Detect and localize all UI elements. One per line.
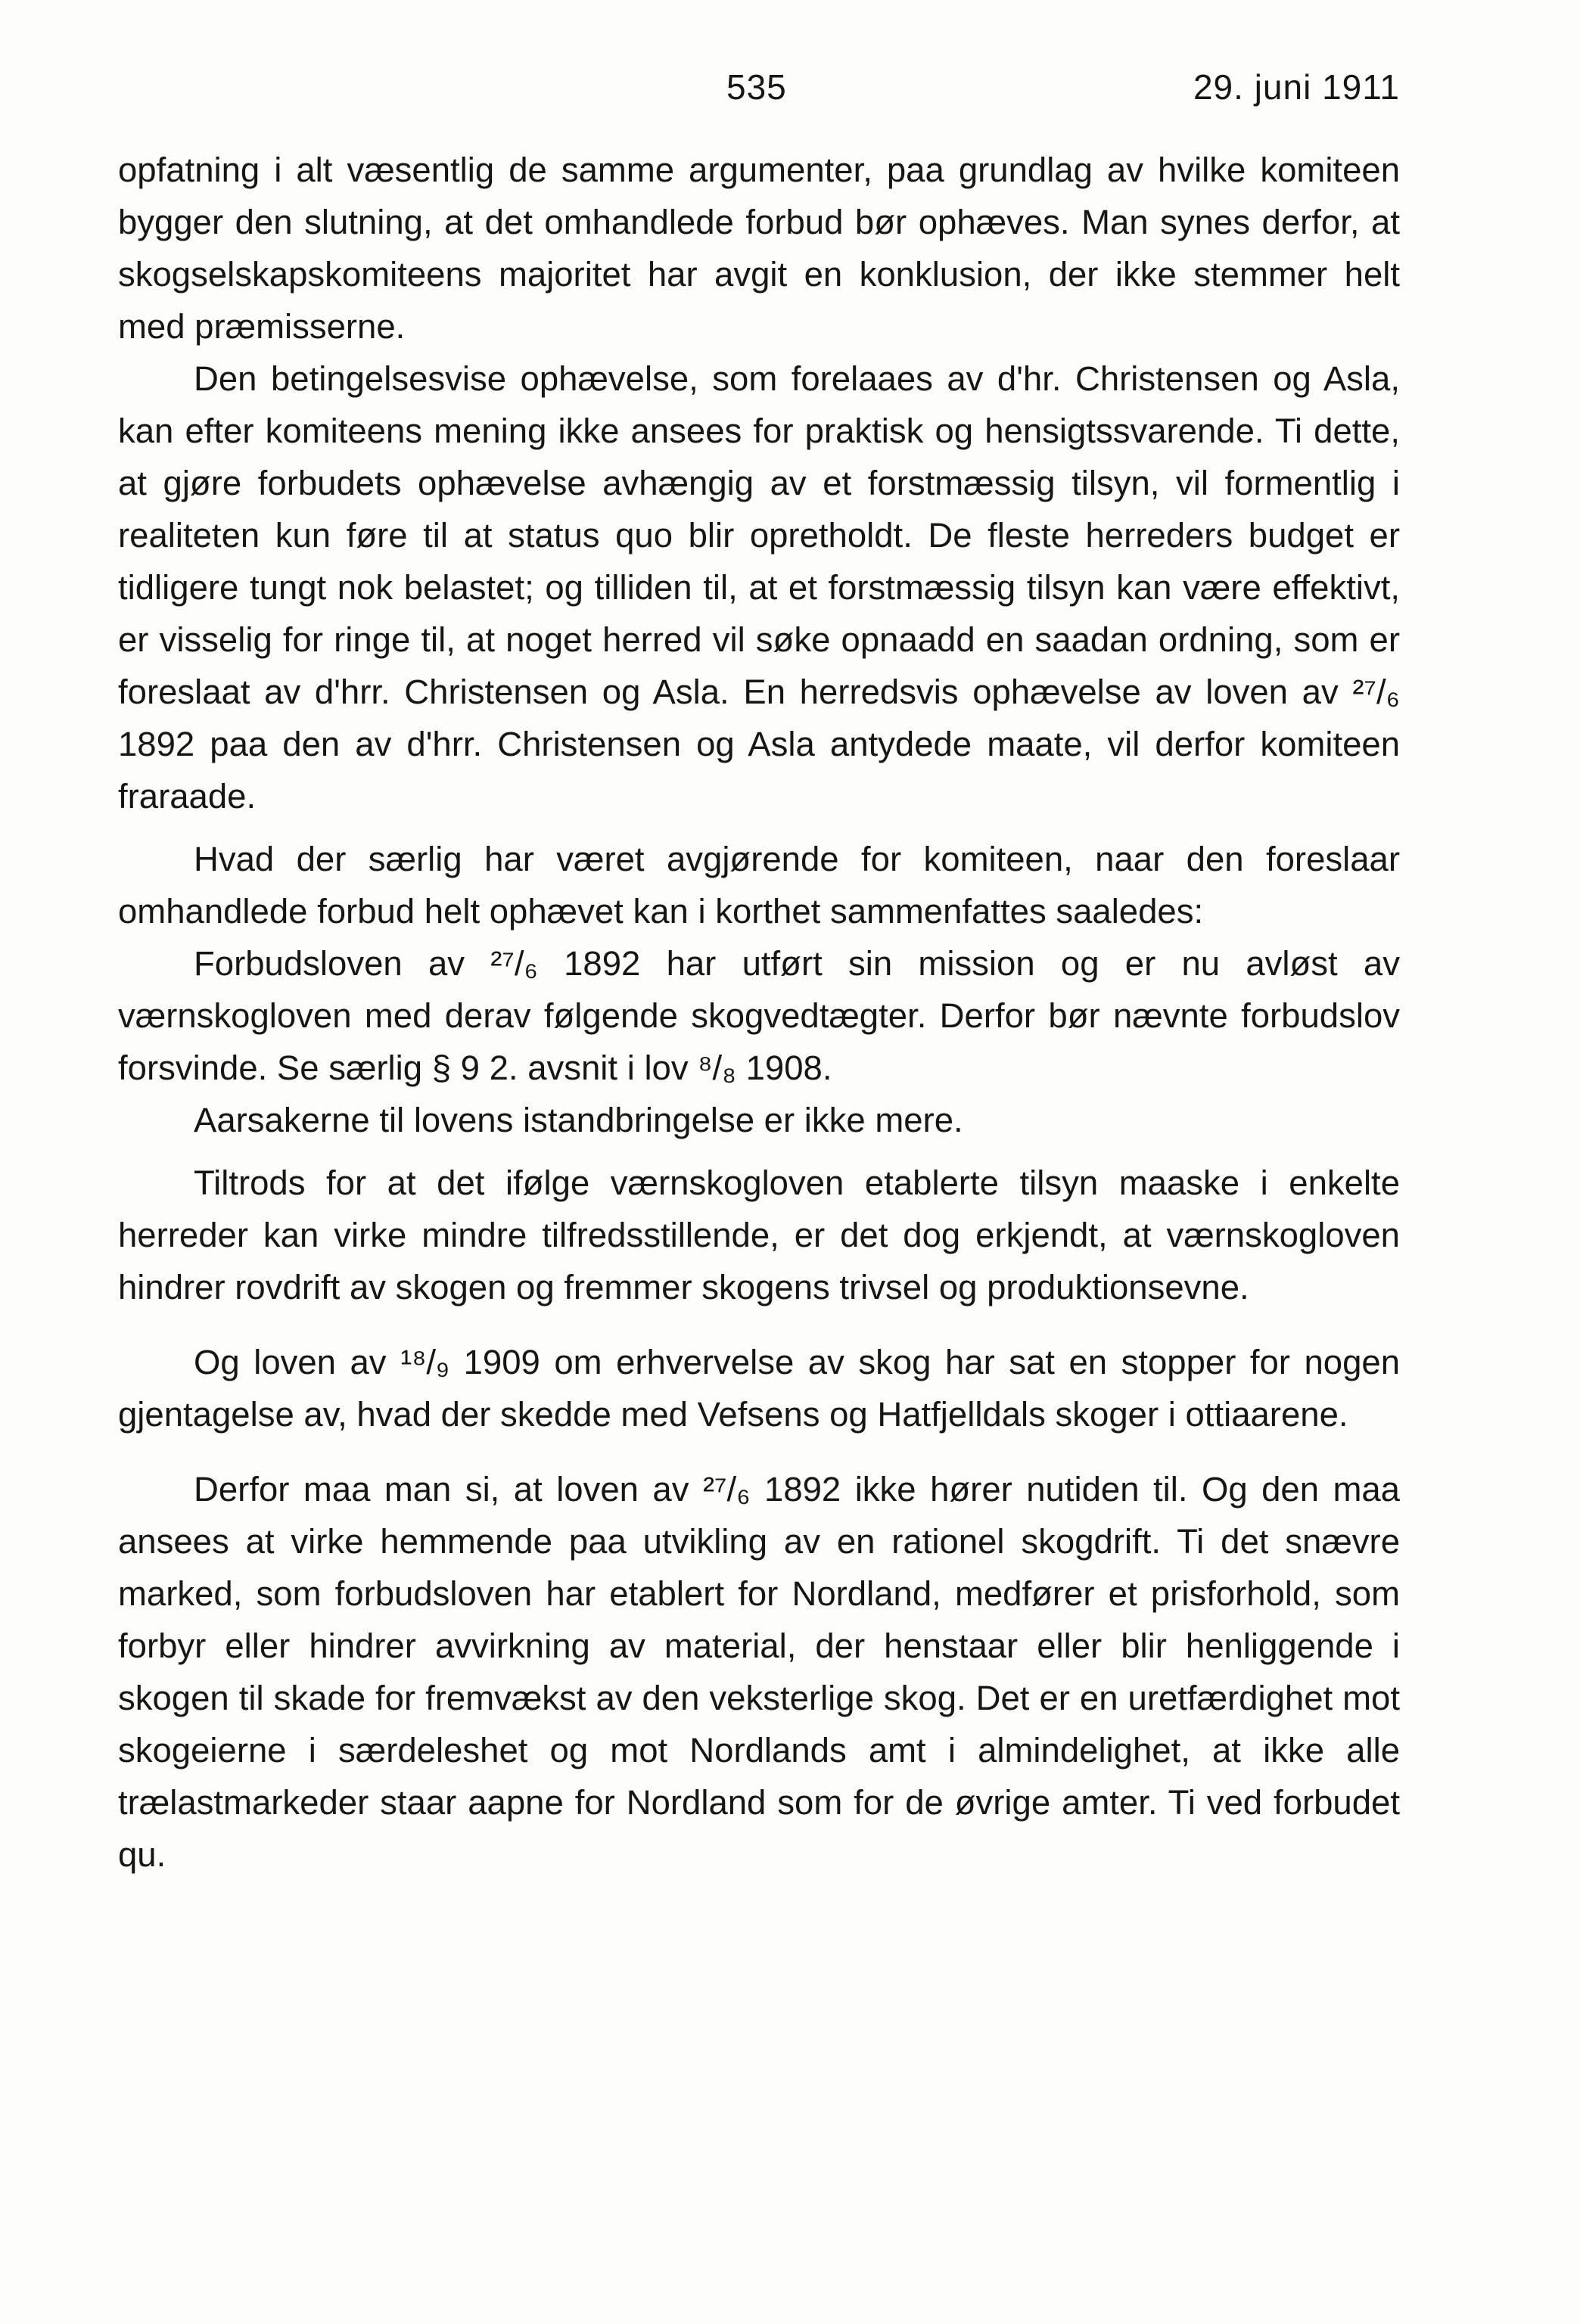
paragraph-1: opfatning i alt væsentlig de samme argumenter, paa grundlag av hvilke komiteen bygger den slutning, at det omhandlede forbud bør ophæves. Man synes derfor, at skogselskapskomiteens majoritet har avgit en konklusion, der ikke stemmer helt med præmisserne. xyxy=(118,151,1400,346)
paragraph-5: Aarsakerne til lovens istandbringelse er ikke mere. xyxy=(194,1101,963,1139)
paragraph-2: Den betingelsesvise ophævelse, som forelaaes av d'hr. Christensen og Asla, kan efter komiteens mening ikke ansees for praktisk og hensigtssvarende. Ti dette, at gjøre forbudets ophævelse avhængig av et forstmæssig tilsyn, vil formentlig i realiteten kun føre til at status quo blir opretholdt. De fleste herreders budget er tidligere tungt nok belastet; og tilliden til, at et forstmæssig tilsyn kan være effektivt, er visselig for ringe til, at noget herred vil søke opnaadd en saadan ordning, som er foreslaat av d'hrr. Christensen og Asla. En herredsvis ophævelse av loven av ²⁷/₆ 1892 paa den av d'hrr. Christensen og Asla antydede maate, vil derfor komiteen fraraade. xyxy=(118,359,1400,816)
body-text xyxy=(118,144,1400,1881)
paragraph-6: Tiltrods for at det ifølge værnskogloven etablerte tilsyn maaske i enkelte herreder kan virke mindre tilfredsstillende, er det dog erkjendt, at værnskogloven hindrer rovdrift av skogen og fremmer skogens trivsel og produktionsevne. xyxy=(118,1164,1400,1306)
paragraph-8: Derfor maa man si, at loven av ²⁷/₆ 1892 ikke hører nutiden til. Og den maa ansees at virke hemmende paa utvikling av en rationel skogdrift. Ti det snævre marked, som forbudsloven har etablert for Nordland, medfører et prisforhold, som forbyr eller hindrer avvirkning av material, der henstaar eller blir henliggende i skogen til skade for fremvækst av den veksterlige skog. Det er en uretfærdighet mot skogeierne i særdeleshet og mot Nordlands amt i almindelighet, at ikke alle trælastmarkeder staar aapne for Nordland som for de øvrige amter. Ti ved forbudet qu. xyxy=(118,1470,1400,1874)
page-date: 29. juni 1911 xyxy=(1193,67,1400,107)
paragraph-7: Og loven av ¹⁸/₉ 1909 om erhvervelse av skog har sat en stopper for nogen gjentagelse av, hvad der skedde med Vefsens og Hatfjelldals skoger i ottiaarene. xyxy=(118,1343,1400,1434)
paragraph-3: Hvad der særlig har været avgjørende for komiteen, naar den foreslaar omhandlede forbud helt ophævet kan i korthet sammenfattes saaledes: xyxy=(118,840,1400,931)
paragraph-4: Forbudsloven av ²⁷/₆ 1892 har utført sin mission og er nu avløst av værnskogloven med derav følgende skogvedtægter. Derfor bør nævnte forbudslov forsvinde. Se særlig § 9 2. avsnit i lov ⁸/₈ 1908. xyxy=(118,944,1400,1087)
page-header xyxy=(0,67,1580,120)
page-number: 535 xyxy=(726,67,787,107)
